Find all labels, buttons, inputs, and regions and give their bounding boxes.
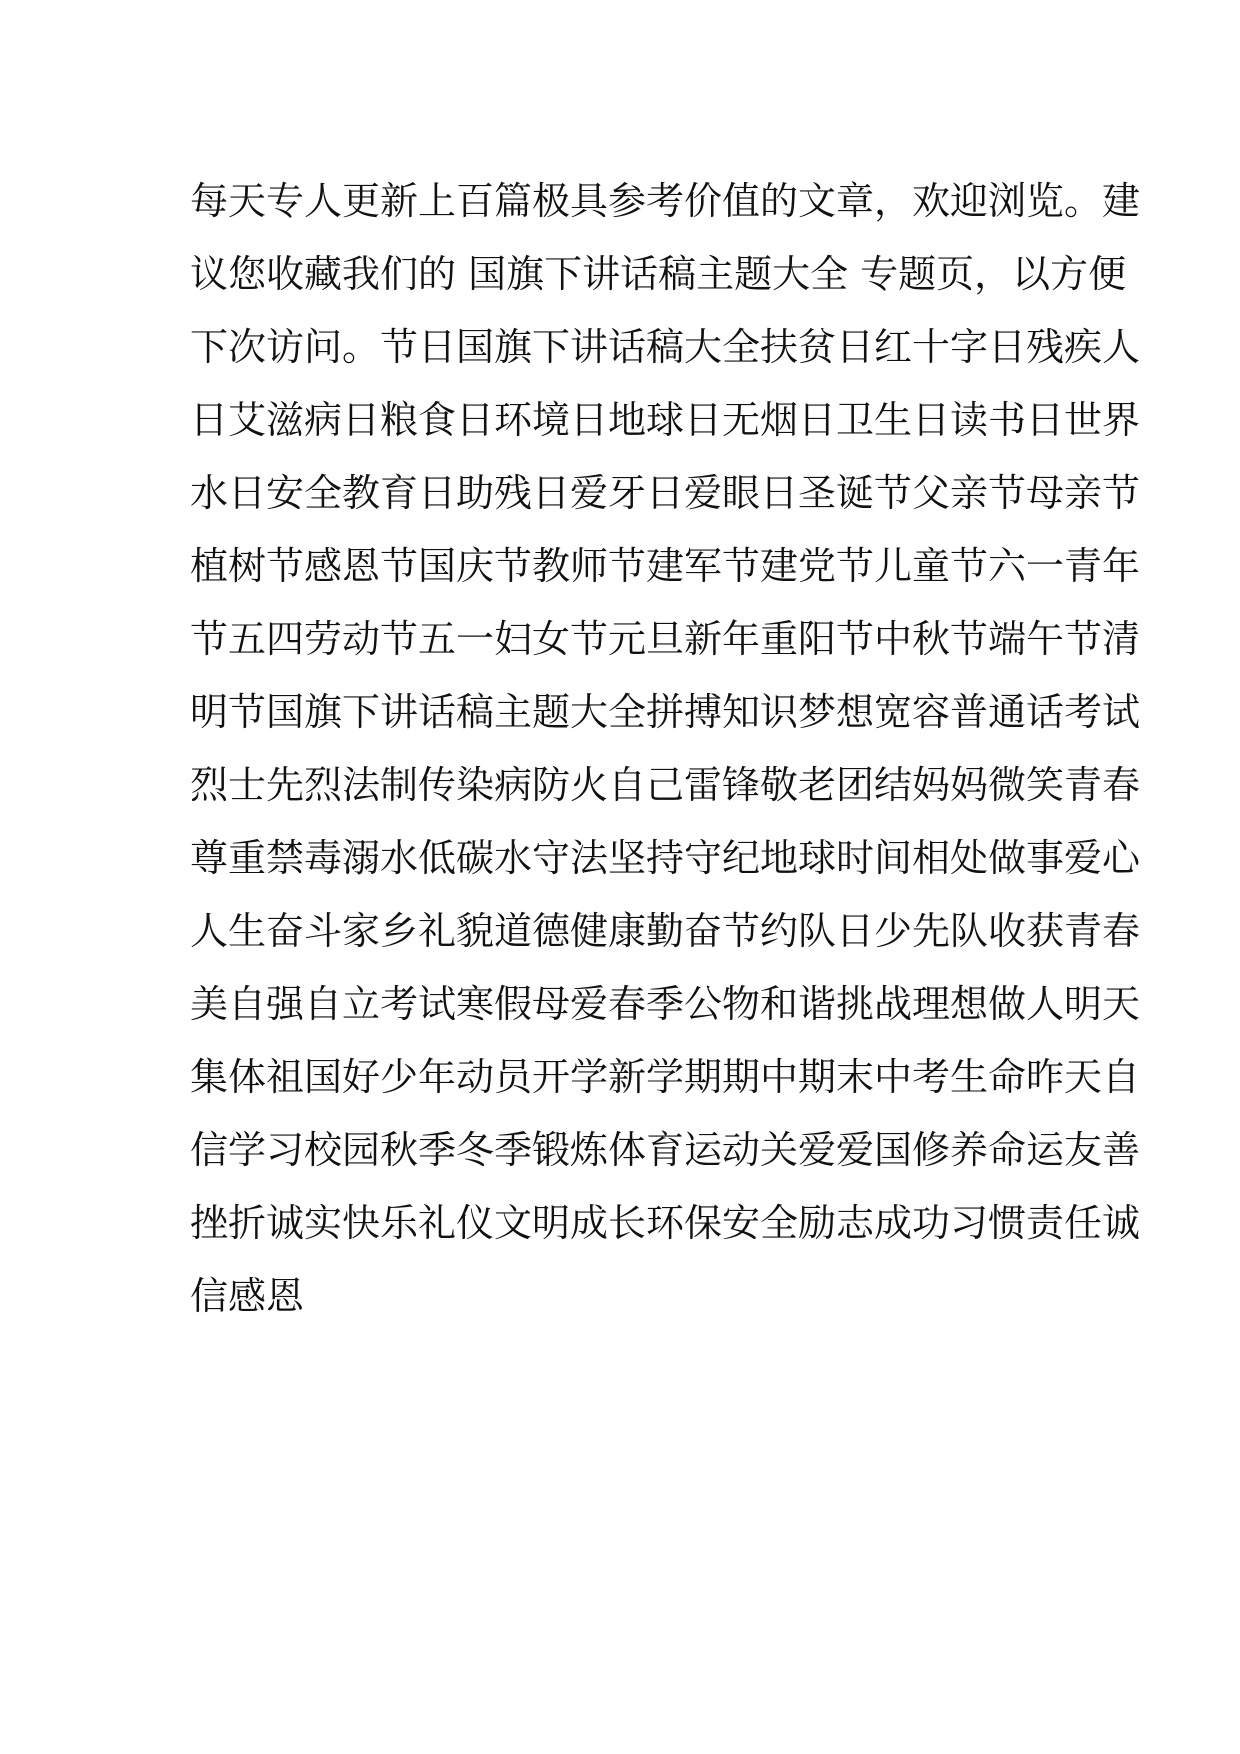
text-line: 烈士先烈法制传染病防火自己雷锋敬老团结妈妈微笑青春: [190, 763, 1141, 807]
text-line: 明节国旗下讲话稿主题大全拼搏知识梦想宽容普通话考试: [190, 690, 1141, 734]
text-line: 集体祖国好少年动员开学新学期期中期末中考生命昨天自: [190, 1055, 1141, 1099]
text-line: 植树节感恩节国庆节教师节建军节建党节儿童节六一青年: [190, 544, 1141, 588]
body-paragraph: [190, 165, 1141, 1333]
text-line: 尊重禁毒溺水低碳水守法坚持守纪地球时间相处做事爱心: [190, 836, 1141, 880]
text-line: 信学习校园秋季冬季锻炼体育运动关爱爱国修养命运友善: [190, 1128, 1141, 1172]
text-line: 下次访问。节日国旗下讲话稿大全扶贫日红十字日残疾人: [190, 325, 1141, 369]
text-line: 日艾滋病日粮食日环境日地球日无烟日卫生日读书日世界: [190, 398, 1141, 442]
text-line: 信感恩: [190, 1274, 305, 1318]
text-line: 挫折诚实快乐礼仪文明成长环保安全励志成功习惯责任诚: [190, 1201, 1141, 1245]
text-line: 节五四劳动节五一妇女节元旦新年重阳节中秋节端午节清: [190, 617, 1141, 661]
text-line: 美自强自立考试寒假母爱春季公物和谐挑战理想做人明天: [190, 982, 1141, 1026]
text-line: 人生奋斗家乡礼貌道德健康勤奋节约队日少先队收获青春: [190, 909, 1141, 953]
text-line: 每天专人更新上百篇极具参考价值的文章，欢迎浏览。建: [190, 179, 1141, 223]
text-line: 议您收藏我们的 国旗下讲话稿主题大全 专题页，以方便: [190, 252, 1127, 296]
text-line: 水日安全教育日助残日爱牙日爱眼日圣诞节父亲节母亲节: [190, 471, 1141, 515]
